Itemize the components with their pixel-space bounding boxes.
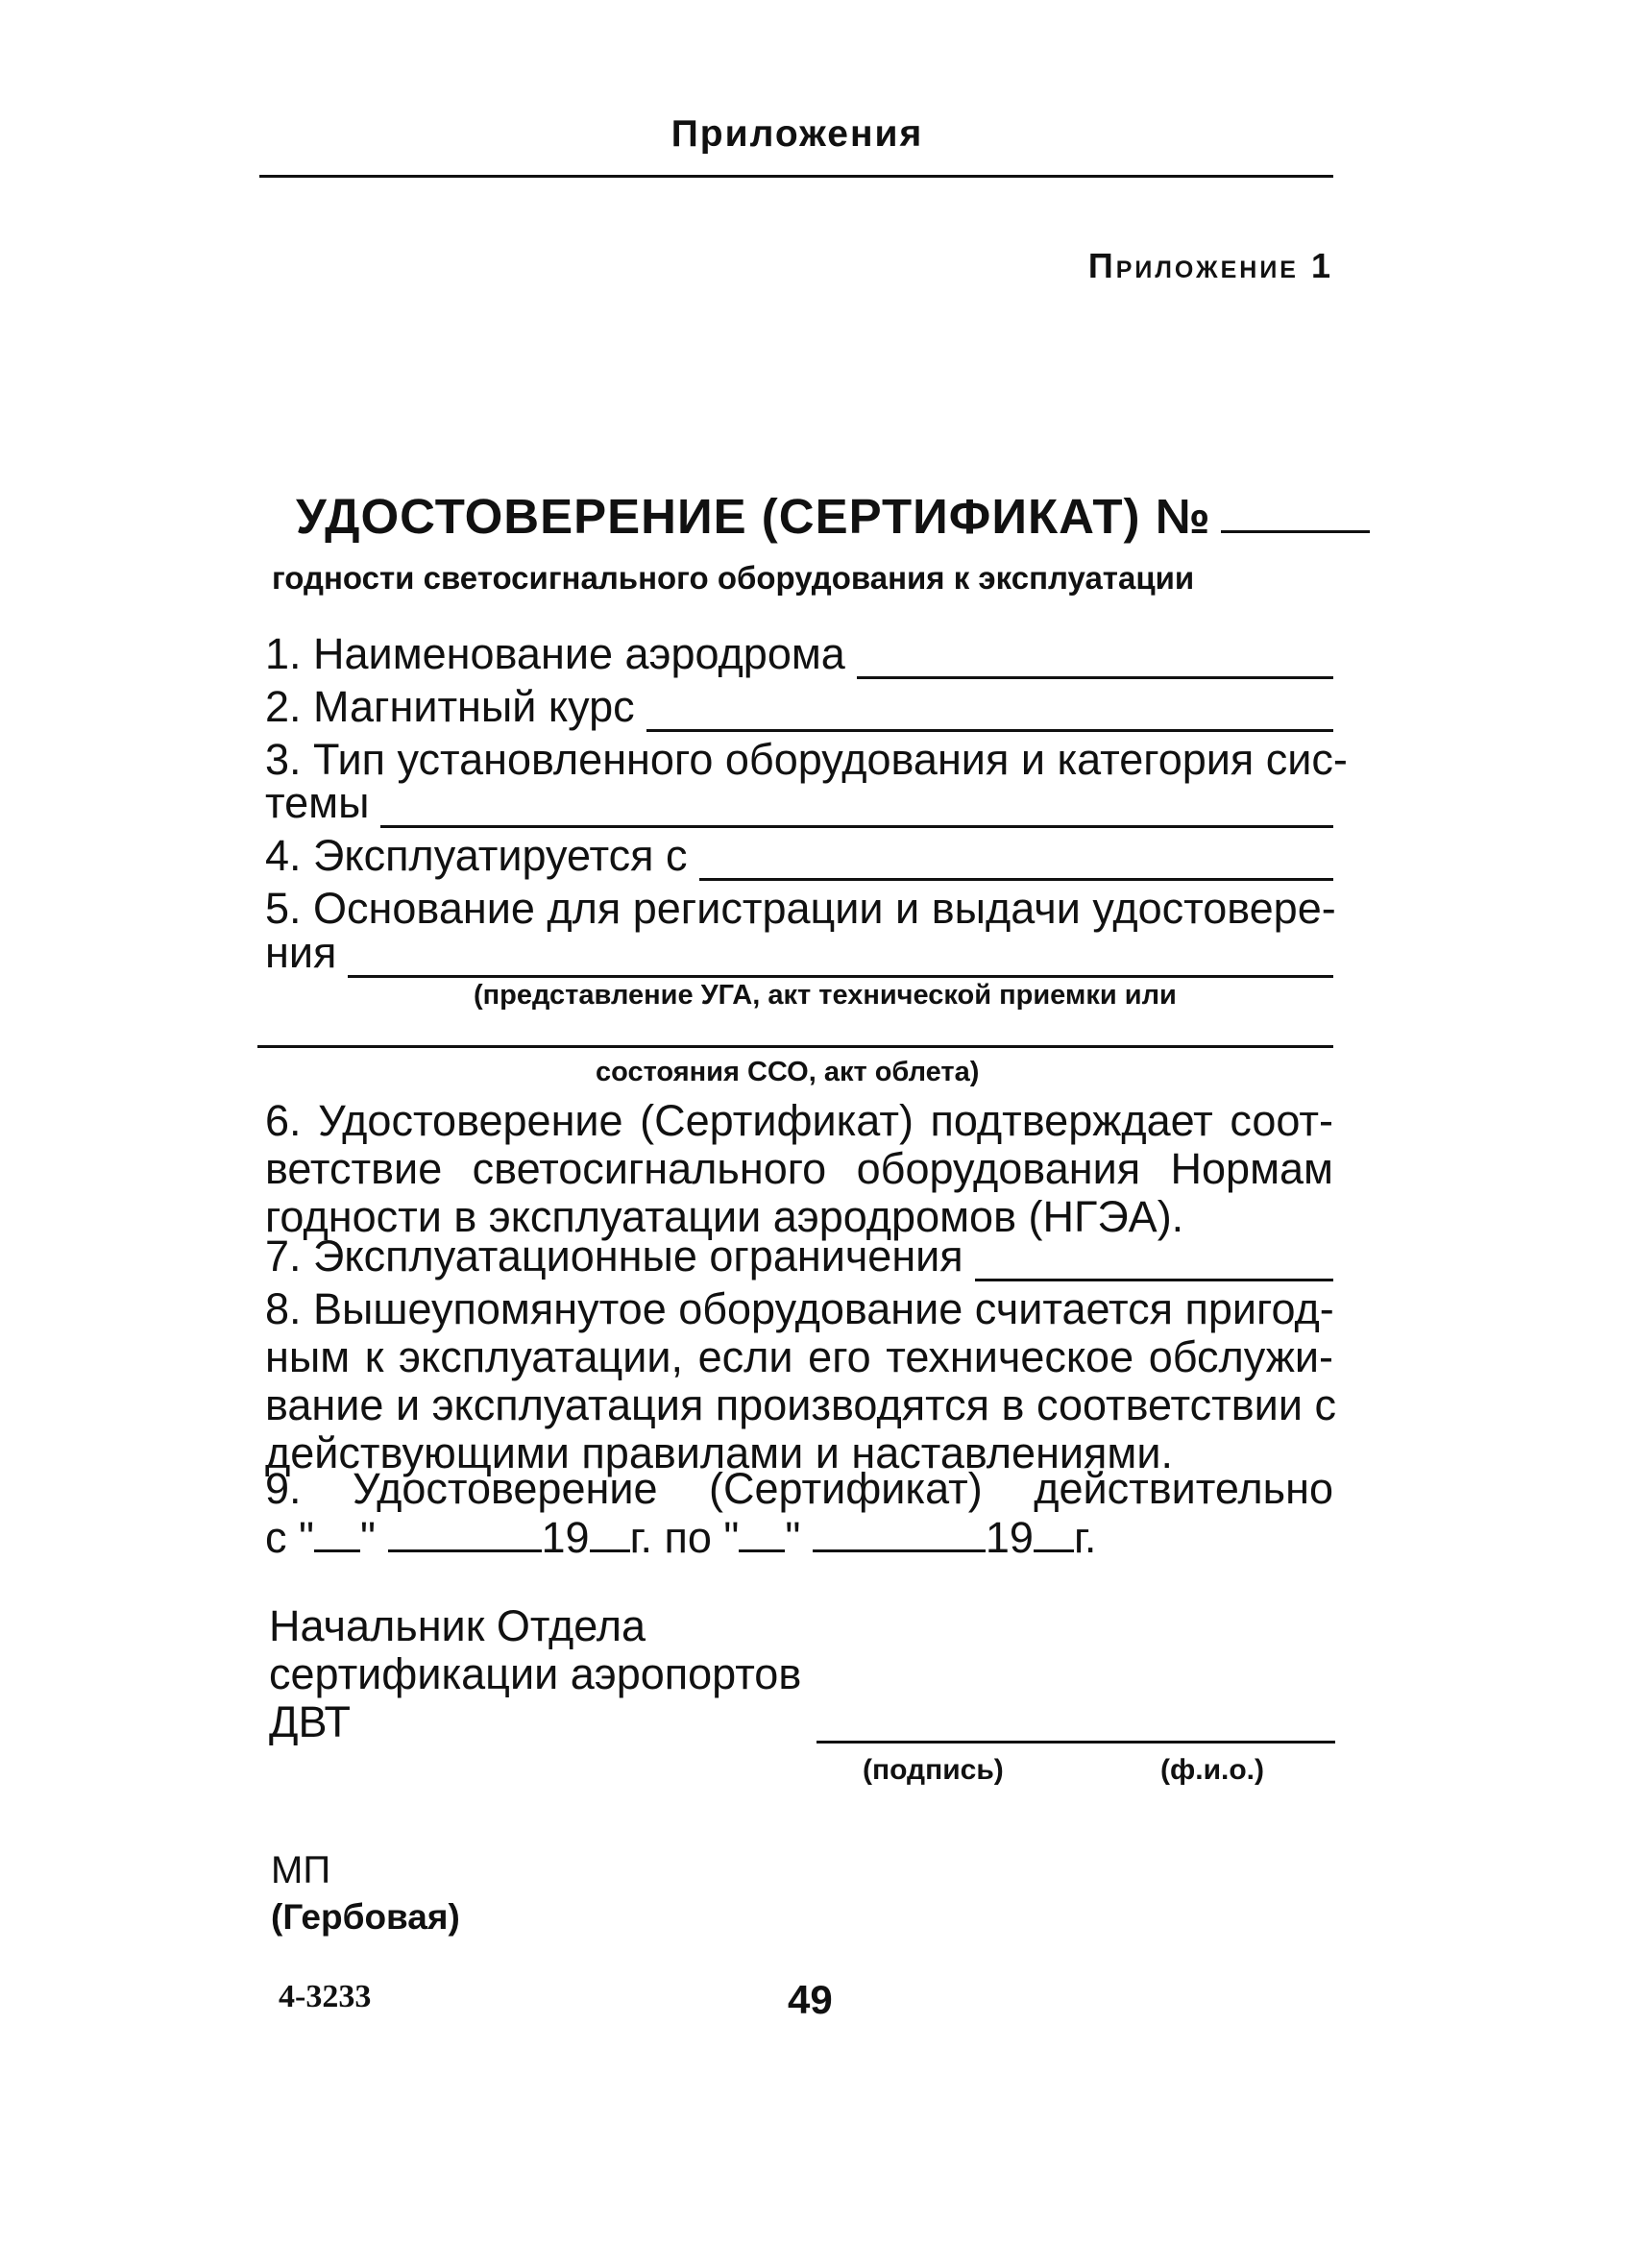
- item-5-line-1: [265, 884, 1336, 934]
- item-5-note-1: (представление УГА, акт технической приемки или: [474, 980, 1177, 1011]
- running-header: Приложения: [670, 113, 924, 155]
- header-rule: [259, 175, 1333, 178]
- signatory: [269, 1602, 801, 1746]
- item-2: [265, 682, 1333, 732]
- item-8-line-2: ным к эксплуатации, если его техническое обслужи-: [265, 1332, 1333, 1381]
- from-month-field[interactable]: [388, 1513, 542, 1552]
- document-title: [296, 488, 1370, 545]
- item-8: [265, 1284, 1336, 1477]
- to-month-field[interactable]: [813, 1513, 986, 1552]
- item-1: [265, 629, 1333, 679]
- magnetic-course-field[interactable]: [646, 691, 1333, 732]
- quote-open: ": [299, 1513, 314, 1562]
- item-3-label-cont: темы: [265, 778, 370, 827]
- print-code: 4-3233: [279, 1979, 372, 2014]
- validity-end-suffix: г.: [1073, 1513, 1097, 1562]
- item-6-line-2: ветствие светосигнального оборудования Нормам: [265, 1144, 1333, 1193]
- item-6-line-1: 6. Удостоверение (Сертификат) подтверждает соот-: [265, 1096, 1333, 1145]
- item-9: [265, 1465, 1333, 1562]
- signature-label: (подпись): [863, 1754, 1004, 1786]
- stamp-type: (Гербовая): [271, 1897, 460, 1937]
- quote-open-2: ": [723, 1513, 740, 1562]
- quote-close: ": [360, 1513, 376, 1562]
- item-5-label-cont: ния: [265, 928, 337, 977]
- validity-from-prefix: с: [265, 1513, 287, 1562]
- to-year-prefix: 19: [985, 1513, 1034, 1562]
- item-8-line-4: действующими правилами и наставлениями.: [265, 1428, 1173, 1477]
- stamp-place: МП: [271, 1849, 331, 1891]
- full-name-label: (ф.и.о.): [1160, 1754, 1265, 1786]
- item-9-line-2: [265, 1513, 1333, 1562]
- item-1-label: 1. Наименование аэродрома: [265, 629, 845, 678]
- from-year-prefix: 19: [541, 1513, 590, 1562]
- from-year-field[interactable]: [590, 1513, 630, 1552]
- from-day-field[interactable]: [314, 1513, 360, 1552]
- quote-close-2: ": [785, 1513, 801, 1562]
- signatory-line-3: ДВТ: [269, 1697, 351, 1746]
- item-7: [265, 1232, 1333, 1281]
- validity-to-prefix: г. по: [629, 1513, 712, 1562]
- item-6: [265, 1097, 1333, 1241]
- item-3-line-2: [265, 778, 1333, 828]
- item-6-line-3: годности в эксплуатации аэродромов (НГЭА).: [265, 1192, 1184, 1241]
- certificate-number-field[interactable]: [1221, 492, 1370, 533]
- item-5-note-2: состояния ССО, акт облета): [596, 1057, 980, 1087]
- title-text: УДОСТОВЕРЕНИЕ (СЕРТИФИКАТ) №: [296, 489, 1211, 544]
- in-service-since-field[interactable]: [699, 840, 1334, 881]
- item-9-line-1: 9. Удостоверение (Сертификат) действительно: [265, 1464, 1333, 1513]
- item-8-line-3: вание и эксплуатация производятся в соответствии с: [265, 1380, 1336, 1429]
- item-8-line-1: 8. Вышеупомянутое оборудование считается пригод-: [265, 1284, 1334, 1333]
- equipment-type-field[interactable]: [380, 787, 1333, 828]
- restrictions-field[interactable]: [975, 1240, 1333, 1281]
- to-day-field[interactable]: [739, 1513, 785, 1552]
- appendix-label: Приложение 1: [1087, 246, 1333, 285]
- signatory-line-2: сертификации аэропортов: [269, 1649, 802, 1698]
- item-2-label: 2. Магнитный курс: [265, 682, 635, 731]
- to-year-field[interactable]: [1034, 1513, 1074, 1552]
- aerodrome-name-field[interactable]: [857, 638, 1333, 679]
- item-5-line-2: [265, 928, 1333, 978]
- document-subtitle: годности светосигнального оборудования к эксплуатации: [272, 560, 1195, 596]
- signature-field[interactable]: [816, 1741, 1335, 1744]
- signatory-line-1: Начальник Отдела: [269, 1601, 646, 1650]
- registration-basis-field-2[interactable]: [257, 1045, 1333, 1048]
- registration-basis-field[interactable]: [348, 937, 1333, 978]
- item-4: [265, 831, 1333, 881]
- item-4-label: 4. Эксплуатируется с: [265, 831, 688, 880]
- item-5-label: 5. Основание для регистрации и выдачи удостовере-: [265, 884, 1336, 933]
- item-3-label: 3. Тип установленного оборудования и категория сис-: [265, 735, 1348, 784]
- item-7-label: 7. Эксплуатационные ограничения: [265, 1232, 963, 1280]
- page-number: 49: [788, 1977, 833, 2022]
